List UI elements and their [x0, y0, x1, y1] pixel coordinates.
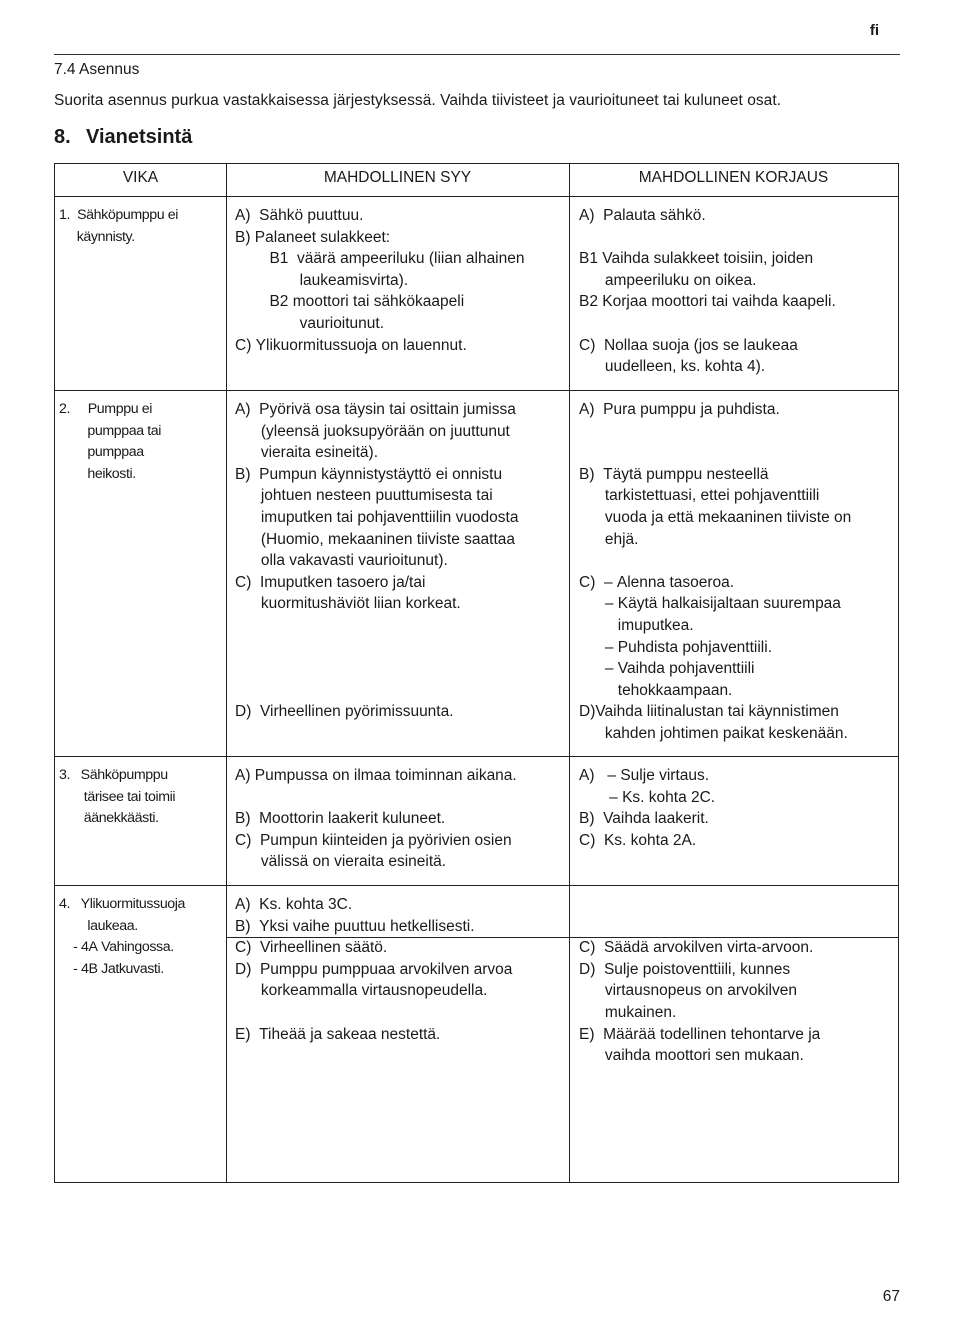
- line-spacer: [235, 787, 517, 809]
- text-line: – Puhdista pohjaventtiili.: [579, 638, 773, 656]
- text-line: C) Virheellinen säätö.: [235, 939, 388, 957]
- column-divider: [226, 164, 227, 1182]
- text-line: olla vakavasti vaurioitunut).: [235, 552, 448, 570]
- fix-cell: [579, 399, 851, 745]
- text-line: ehjä.: [579, 530, 639, 548]
- text-line: A) – Sulje virtaus.: [579, 767, 710, 784]
- text-line: kahden johtimen paikat keskenään.: [579, 724, 848, 742]
- text-line: C) – Alenna tasoeroa.: [579, 573, 735, 591]
- text-line: vuoda ja että mekaaninen tiiviste on: [579, 508, 852, 526]
- text-line: johtuen nesteen puuttumisesta tai: [235, 487, 493, 505]
- row-divider: [55, 885, 898, 886]
- line-spacer: [235, 1002, 512, 1024]
- text-line: vieraita esineitä).: [235, 444, 379, 462]
- text-line: C) Ks. kohta 2A.: [579, 831, 697, 849]
- text-line: C) Imuputken tasoero ja/tai: [235, 573, 426, 591]
- text-line: (yleensä juoksupyörään on juuttunut: [235, 422, 510, 440]
- fix-cell: [579, 205, 836, 378]
- column-divider: [569, 164, 570, 1182]
- text-line: D) Pumppu pumppuaa arvokilven arvoa: [235, 960, 513, 978]
- page-number: 67: [882, 1288, 900, 1305]
- line-spacer: [579, 227, 836, 249]
- section-number: 8.: [54, 126, 71, 148]
- section-heading: [54, 126, 192, 149]
- text-line: vaurioitunut.: [235, 314, 385, 332]
- line-spacer: [235, 680, 518, 702]
- text-line: B) Palaneet sulakkeet:: [235, 228, 391, 246]
- header-cause: MAHDOLLINEN SYY: [323, 169, 472, 186]
- header-fix: MAHDOLLINEN KORJAUS: [638, 169, 829, 186]
- text-line: laukeaa.: [59, 917, 138, 934]
- text-line: E) Tiheää ja sakeaa nestettä.: [235, 1025, 441, 1043]
- header-fault: VIKA: [122, 169, 159, 186]
- text-line: mukainen.: [579, 1003, 677, 1021]
- fault-cell: [59, 765, 175, 830]
- text-line: pumppaa tai: [59, 422, 162, 439]
- text-line: A) Pyörivä osa täysin tai osittain jumissa: [235, 401, 516, 418]
- line-spacer: [579, 313, 836, 335]
- text-line: C) Ylikuormitussuoja on lauennut.: [235, 336, 467, 354]
- fix-cell: [579, 765, 715, 851]
- text-line: B2 Korjaa moottori tai vaihda kaapeli.: [579, 293, 836, 311]
- text-line: B) Moottorin laakerit kuluneet.: [235, 810, 446, 828]
- text-line: ampeeriluku on oikea.: [579, 271, 757, 289]
- text-line: C) Säädä arvokilven virta-arvoon.: [579, 939, 814, 957]
- header-rule: [54, 54, 900, 55]
- text-line: äänekkäästi.: [59, 810, 159, 827]
- text-line: B2 moottori tai sähkökaapeli: [235, 293, 465, 311]
- text-line: E) Määrää todellinen tehontarve ja: [579, 1025, 821, 1043]
- cause-cell: [235, 765, 517, 873]
- section-title-text: Vianetsintä: [86, 126, 193, 148]
- text-line: C) Pumpun kiinteiden ja pyörivien osien: [235, 831, 512, 849]
- text-line: A) Sähkö puuttuu.: [235, 207, 364, 224]
- row-divider: [55, 390, 898, 391]
- text-line: korkeammalla virtausnopeudella.: [235, 982, 488, 1000]
- subsection-text: Suorita asennus purkua vastakkaisessa järjestyksessä. Vaihda tiivisteet ja vaurioituneet tai kuluneet osat.: [54, 92, 782, 109]
- line-spacer: [579, 894, 820, 916]
- line-spacer: [579, 916, 820, 938]
- header-row-divider: [55, 196, 898, 197]
- text-line: B) Pumpun käynnistystäyttö ei onnistu: [235, 465, 503, 483]
- text-line: laukeamisvirta).: [235, 271, 409, 289]
- line-spacer: [235, 658, 518, 680]
- text-line: D)Vaihda liitinalustan tai käynnistimen: [579, 703, 839, 721]
- text-line: pumppaa: [59, 444, 144, 461]
- line-spacer: [235, 615, 518, 637]
- text-line: C) Nollaa suoja (jos se laukeaa: [579, 336, 798, 354]
- text-line: D) Sulje poistoventtiili, kunnes: [579, 960, 791, 978]
- line-spacer: [579, 442, 851, 464]
- text-line: A) Pumpussa on ilmaa toiminnan aikana.: [235, 767, 517, 784]
- text-line: - 4B Jatkuvasti.: [59, 960, 164, 977]
- text-line: A) Pura pumppu ja puhdista.: [579, 401, 780, 418]
- fault-cell: [59, 399, 161, 485]
- cause-cell: [235, 894, 512, 1045]
- text-line: A) Palauta sähkö.: [579, 207, 706, 224]
- text-line: B) Täytä pumppu nesteellä: [579, 465, 769, 483]
- text-line: uudelleen, ks. kohta 4).: [579, 358, 766, 376]
- line-spacer: [235, 637, 518, 659]
- text-line: 2. Pumppu ei: [59, 401, 152, 417]
- troubleshooting-table: [54, 163, 899, 1183]
- line-spacer: [579, 421, 851, 443]
- fault-cell: [59, 205, 178, 248]
- cause-cell: [235, 399, 518, 723]
- text-line: D) Virheellinen pyörimissuunta.: [235, 703, 454, 721]
- text-line: 4. Ylikuormitussuoja: [59, 896, 186, 912]
- text-line: – Käytä halkaisijaltaan suurempaa: [579, 595, 841, 613]
- text-line: vaihda moottori sen mukaan.: [579, 1047, 804, 1065]
- cause-cell: [235, 205, 525, 356]
- text-line: A) Ks. kohta 3C.: [235, 896, 353, 913]
- fault-cell: [59, 894, 185, 980]
- text-line: välissä on vieraita esineitä.: [235, 853, 447, 871]
- line-spacer: [579, 550, 851, 572]
- text-line: tehokkaampaan.: [579, 681, 733, 699]
- text-line: B1 Vaihda sulakkeet toisiin, joiden: [579, 250, 814, 268]
- subsection-title: 7.4 Asennus: [54, 61, 140, 78]
- text-line: heikosti.: [59, 465, 136, 482]
- text-line: tarkistettuasi, ettei pohjaventtiili: [579, 487, 820, 505]
- text-line: 3. Sähköpumppu: [59, 767, 168, 783]
- text-line: käynnisty.: [59, 228, 135, 245]
- row-divider: [55, 756, 898, 757]
- text-line: tärisee tai toimii: [59, 788, 176, 805]
- language-code: fi: [869, 22, 879, 39]
- text-line: kuormitushäviöt liian korkeat.: [235, 595, 461, 613]
- text-line: - 4A Vahingossa.: [59, 939, 174, 956]
- fix-cell: [579, 894, 820, 1067]
- text-line: virtausnopeus on arvokilven: [579, 982, 797, 1000]
- text-line: imuputken tai pohjaventtiilin vuodosta: [235, 508, 519, 526]
- text-line: B1 väärä ampeeriluku (liian alhainen: [235, 250, 525, 268]
- text-line: B) Vaihda laakerit.: [579, 810, 709, 828]
- text-line: B) Yksi vaihe puuttuu hetkellisesti.: [235, 917, 475, 935]
- text-line: (Huomio, mekaaninen tiiviste saattaa: [235, 530, 515, 548]
- text-line: – Vaihda pohjaventtiili: [579, 660, 755, 678]
- text-line: 1. Sähköpumppu ei: [59, 207, 178, 223]
- text-line: imuputkea.: [579, 616, 694, 634]
- text-line: – Ks. kohta 2C.: [579, 788, 716, 806]
